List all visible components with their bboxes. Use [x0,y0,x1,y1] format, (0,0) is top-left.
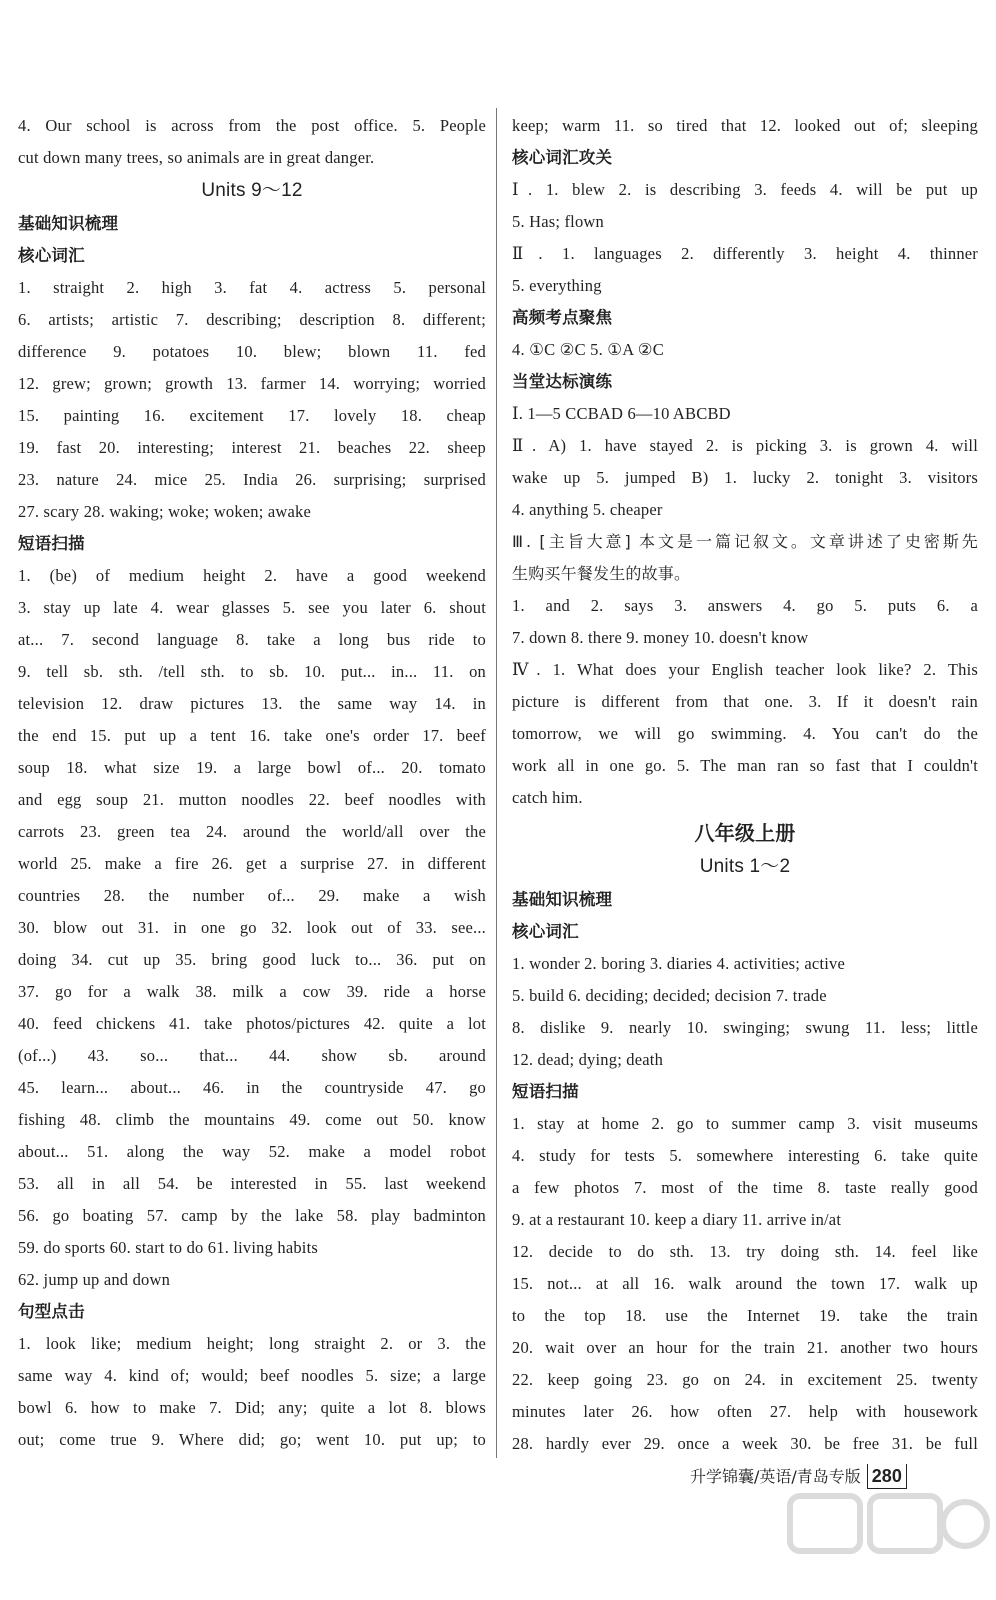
answer-line: to the top 18. use the Internet 19. take the train [512,1306,978,1325]
book-title: 升学锦囊/英语/青岛专版 [690,1467,861,1486]
left-column [18,110,486,1456]
answer-line: 12. dead; dying; death [512,1050,664,1069]
answer-line: 20. wait over an hour for the train 21. another two hours [512,1338,978,1357]
section-heading: 基础知识梳理 [18,214,119,233]
answer-line: keep; warm 11. so tired that 12. looked out of; sleeping [512,116,978,135]
section-heading: 短语扫描 [512,1082,579,1101]
answer-line: 15. not... at all 16. walk around the town 17. walk up [512,1274,978,1293]
answer-line: 30. blow out 31. in one go 32. look out of 33. see... [18,918,486,937]
answer-line: 23. nature 24. mice 25. India 26. surprising; surprised [18,470,486,489]
section-heading: 核心词汇 [512,922,579,941]
answer-line: 4. study for tests 5. somewhere interesting 6. take quite [512,1146,978,1165]
answer-line: 8. dislike 9. nearly 10. swinging; swung 11. less; little [512,1018,978,1037]
answer-line: 45. learn... about... 46. in the countryside 47. go [18,1078,486,1097]
answer-line: 5. everything [512,276,602,295]
answer-line: 53. all in all 54. be interested in 55. last weekend [18,1174,486,1193]
answer-line: doing 34. cut up 35. bring good luck to... 36. put on [18,950,486,969]
answer-line: tomorrow, we will go swimming. 4. You can't do the [512,724,978,743]
answer-line: 59. do sports 60. start to do 61. living habits [18,1238,318,1257]
answer-line: 4. anything 5. cheaper [512,500,663,519]
answer-line: 5. build 6. deciding; decided; decision 7. trade [512,986,827,1005]
answer-line: 6. artists; artistic 7. describing; description 8. different; [18,310,486,329]
section-heading: 核心词汇攻关 [512,148,613,167]
unit-title: Units 9～12 [201,180,303,201]
answer-line: television 12. draw pictures 13. the same way 14. in [18,694,486,713]
section-heading: 核心词汇 [18,246,85,265]
answer-line: work all in one go. 5. The man ran so fast that I couldn't [512,756,978,775]
section-heading: 短语扫描 [18,534,85,553]
answer-line: 28. hardly ever 29. once a week 30. be free 31. be full [512,1434,978,1453]
answer-line: countries 28. the number of... 29. make a wish [18,886,486,905]
answer-line: Ⅳ. 1. What does your English teacher look like? 2. This [512,660,978,679]
answer-line: 9. tell sb. sth. /tell sth. to sb. 10. put... in... 11. on [18,662,486,681]
answer-line: 56. go boating 57. camp by the lake 58. play badminton [18,1206,486,1225]
answer-line: about... 51. along the way 52. make a model robot [18,1142,486,1161]
unit-title: Units 1～2 [699,856,791,877]
answer-line: 1. stay at home 2. go to summer camp 3. visit museums [512,1114,978,1133]
answer-line: and egg soup 21. mutton noodles 22. beef noodles with [18,790,486,809]
answer-line: 1. straight 2. high 3. fat 4. actress 5. personal [18,278,486,297]
answer-line: world 25. make a fire 26. get a surprise 27. in different [18,854,486,873]
answer-line: 27. scary 28. waking; woke; woken; awake [18,502,312,521]
answer-line: out; come true 9. Where did; go; went 10. put up; to [18,1430,486,1449]
section-heading: 句型点击 [18,1302,85,1321]
section-heading: 当堂达标演练 [512,372,613,391]
answer-line: 1. (be) of medium height 2. have a good weekend [18,566,486,585]
answer-line: picture is different from that one. 3. If it doesn't rain [512,692,978,711]
answer-line: Ⅰ. 1—5 CCBAD 6—10 ABCBD [512,404,731,423]
answer-line: the end 15. put up a tent 16. take one's order 17. beef [18,726,486,745]
answer-line: Ⅱ. 1. languages 2. differently 3. height 4. thinner [512,244,978,263]
answer-line: 1. look like; medium height; long straight 2. or 3. the [18,1334,486,1353]
answer-line: 22. keep going 23. go on 24. in excitement 25. twenty [512,1370,978,1389]
answer-line: Ⅰ. 1. blew 2. is describing 3. feeds 4. will be put up [512,180,978,199]
answer-line: 5. Has; flown [512,212,604,231]
answer-line: 3. stay up late 4. wear glasses 5. see you later 6. shout [18,598,486,617]
answer-line: catch him. [512,788,583,807]
answer-line: soup 18. what size 19. a large bowl of... 20. tomato [18,758,486,777]
answer-line: minutes later 26. how often 27. help with housework [512,1402,978,1421]
answer-line: 37. go for a walk 38. milk a cow 39. ride a horse [18,982,486,1001]
answer-line: 1. and 2. says 3. answers 4. go 5. puts 6. a [512,596,978,615]
answer-line: Ⅲ. [主旨大意] 本文是一篇记叙文。文章讲述了史密斯先 [512,532,978,551]
section-heading: 基础知识梳理 [512,890,613,909]
answer-line: difference 9. potatoes 10. blew; blown 11. fed [18,342,486,361]
answer-line: 生购买午餐发生的故事。 [512,564,691,583]
answer-line: carrots 23. green tea 24. around the world/all over the [18,822,486,841]
answer-line: 4. Our school is across from the post office. 5. People [18,116,486,135]
answer-line: 62. jump up and down [18,1270,171,1289]
answer-line: 19. fast 20. interesting; interest 21. beaches 22. sheep [18,438,486,457]
answer-line: 9. at a restaurant 10. keep a diary 11. arrive in/at [512,1210,842,1229]
answer-line: Ⅱ. A) 1. have stayed 2. is picking 3. is grown 4. will [512,436,978,455]
page-number: 280 [867,1464,907,1489]
answer-line: 12. decide to do sth. 13. try doing sth. 14. feel like [512,1242,978,1261]
answer-line: 1. wonder 2. boring 3. diaries 4. activities; active [512,954,845,973]
answer-line: a few photos 7. most of the time 8. taste really good [512,1178,978,1197]
answer-line: bowl 6. how to make 7. Did; any; quite a lot 8. blows [18,1398,486,1417]
column-divider [496,108,497,1458]
answer-line: wake up 5. jumped B) 1. lucky 2. tonight 3. visitors [512,468,978,487]
answer-line: 4. ①C ②C 5. ①A ②C [512,340,664,359]
grade-title: 八年级上册 [694,821,796,845]
answer-line: 12. grew; grown; growth 13. farmer 14. worrying; worried [18,374,486,393]
watermark-logo-icon [770,1486,990,1596]
section-heading: 高频考点聚焦 [512,308,613,327]
answer-line: 40. feed chickens 41. take photos/pictures 42. quite a lot [18,1014,486,1033]
answer-line: at... 7. second language 8. take a long bus ride to [18,630,486,649]
answer-line: cut down many trees, so animals are in great danger. [18,148,375,167]
answer-line: same way 4. kind of; would; beef noodles 5. size; a large [18,1366,486,1385]
answer-line: 15. painting 16. excitement 17. lovely 18. cheap [18,406,486,425]
answer-line: (of...) 43. so... that... 44. show sb. around [18,1046,486,1065]
answer-line: 7. down 8. there 9. money 10. doesn't know [512,628,809,647]
right-column [512,110,978,1460]
answer-line: fishing 48. climb the mountains 49. come out 50. know [18,1110,486,1129]
